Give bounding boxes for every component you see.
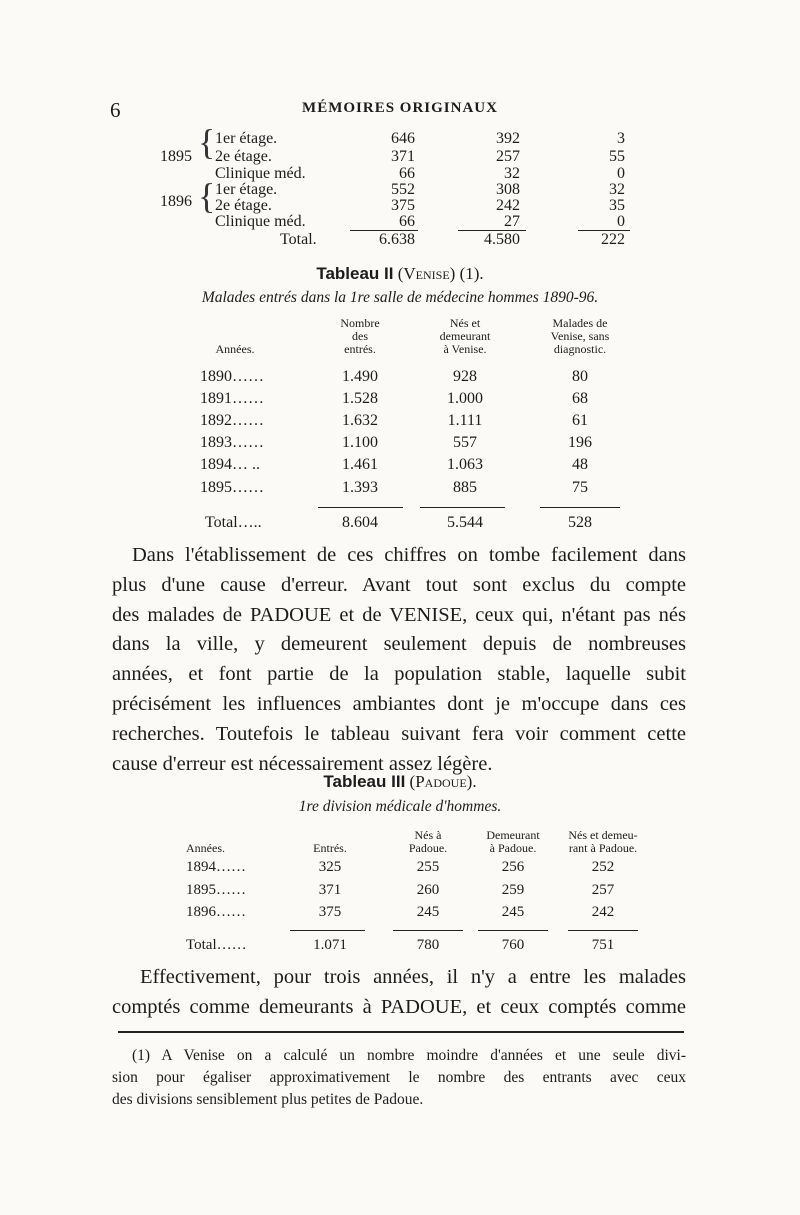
total-label: Total…… <box>186 937 247 953</box>
col-header <box>320 317 400 356</box>
brace-1896: { <box>198 176 216 216</box>
header-line: Padoue. <box>408 841 448 855</box>
row-year: 1896…… <box>186 904 246 920</box>
total-label: Total….. <box>205 514 262 531</box>
cell: 32 <box>504 165 520 182</box>
table-title-bold: Tableau III <box>323 772 406 791</box>
header-line: Nés et <box>449 316 481 330</box>
cell: 0 <box>617 165 625 182</box>
text-line: Dans l'établissement de ces chiffres on tombe facilement dans <box>132 544 686 566</box>
cell: 259 <box>501 882 525 898</box>
body-paragraph <box>112 963 686 1023</box>
cell: 242 <box>591 904 615 920</box>
cell: 257 <box>496 148 520 165</box>
cell: 885 <box>453 479 477 496</box>
cell: 35 <box>609 197 625 214</box>
text-line: sion pour égaliser approximativement le nombre des entrants avec ceux <box>112 1069 686 1086</box>
cell: 27 <box>504 213 520 230</box>
cell: 1.528 <box>342 390 378 407</box>
text-line: (1) A Venise on a calculé un nombre moindre d'années et une seule divi- <box>132 1047 686 1064</box>
row-year: 1894… .. <box>200 456 260 473</box>
text-line: plus d'une cause d'erreur. Avant tout sont exclus du compte <box>112 573 686 596</box>
header-line: des <box>352 329 368 343</box>
year-label: 1895 <box>160 148 192 165</box>
cell: 242 <box>496 197 520 214</box>
cell: 256 <box>501 859 525 875</box>
brace-1895: { <box>198 122 216 162</box>
footnote <box>112 1045 686 1111</box>
header-line: demeurant <box>439 329 491 343</box>
sum-rule <box>318 507 403 508</box>
col-header: Entrés. <box>313 841 347 855</box>
header-line: à Padoue. <box>489 841 537 855</box>
cell: 3 <box>617 130 625 147</box>
sum-rule <box>478 930 548 931</box>
table-title-bold: Tableau II <box>316 264 394 283</box>
header-line: Nombre <box>340 316 380 330</box>
text-line: des divisions sensiblement plus petites de Padoue. <box>112 1091 424 1108</box>
cell: 1.100 <box>342 434 378 451</box>
text-line: cause d'erreur est nécessairement assez légère. <box>112 752 493 775</box>
col-header-year: Années. <box>215 342 255 356</box>
sum-rule <box>568 930 638 931</box>
cell: 1.000 <box>447 390 483 407</box>
cell: 751 <box>591 937 615 953</box>
sum-rule <box>290 930 365 931</box>
cell: 257 <box>591 882 615 898</box>
cell: 928 <box>453 368 477 385</box>
text-line: Effectivement, pour trois années, il n'y a entre les malades <box>140 966 686 988</box>
header-line: entrés. <box>344 342 376 356</box>
cell: 325 <box>318 859 342 875</box>
row-year: 1890…… <box>200 368 264 385</box>
cell: 760 <box>501 937 525 953</box>
row-year: 1894…… <box>186 859 246 875</box>
header-line: Nés et demeu- <box>568 828 638 842</box>
cell: 1.461 <box>342 456 378 473</box>
row-year: 1895…… <box>200 479 264 496</box>
header-line: Venise, sans <box>550 329 610 343</box>
header-line: Demeurant <box>486 828 540 842</box>
col-header <box>390 829 466 855</box>
sum-rule <box>420 507 505 508</box>
text-line: recherches. Toutefois le tableau suivant fera voir comment cette <box>112 722 686 745</box>
row-label: 1er étage. <box>215 181 278 198</box>
table-title-city: (Venise) <box>397 264 456 283</box>
cell: 1.063 <box>447 456 483 473</box>
sum-rule <box>393 930 463 931</box>
running-head: MÉMOIRES ORIGINAUX <box>302 100 498 116</box>
page-number: 6 <box>110 98 121 122</box>
table-3-title <box>0 772 800 792</box>
cell: 375 <box>318 904 342 920</box>
cell: 375 <box>391 197 415 214</box>
cell: 392 <box>496 130 520 147</box>
table-2-title <box>0 264 800 284</box>
cell: 371 <box>391 148 415 165</box>
cell: 6.638 <box>379 231 415 248</box>
cell: 4.580 <box>484 231 520 248</box>
col-header <box>473 829 553 855</box>
cell: 66 <box>399 213 415 230</box>
year-label: 1896 <box>160 193 192 210</box>
body-paragraph <box>112 541 686 779</box>
cell: 780 <box>416 937 440 953</box>
cell: 552 <box>391 181 415 198</box>
text-line: comptés comme demeurants à PADOUE, et ceux comptés comme <box>112 995 686 1018</box>
cell: 255 <box>416 859 440 875</box>
cell: 61 <box>572 412 588 429</box>
cell: 75 <box>572 479 588 496</box>
text-line: précisément les influences ambiantes dont je m'occupe dans ces <box>112 692 686 715</box>
table-3-subtitle: 1re division médicale d'hommes. <box>298 798 502 815</box>
cell: 196 <box>568 434 592 451</box>
row-label: Clinique méd. <box>215 213 306 230</box>
cell: 1.490 <box>342 368 378 385</box>
text-line: dans la ville, y demeurent seulement depuis de nombreuses <box>112 633 686 656</box>
header-line: diagnostic. <box>553 342 607 356</box>
table-2-subtitle: Malades entrés dans la 1re salle de médecine hommes 1890-96. <box>201 289 599 306</box>
cell: 48 <box>572 456 588 473</box>
col-header <box>420 317 510 356</box>
footnote-rule <box>118 1031 684 1033</box>
cell: 308 <box>496 181 520 198</box>
cell: 66 <box>399 165 415 182</box>
header-line: à Venise. <box>443 342 487 356</box>
header-line: rant à Padoue. <box>568 841 638 855</box>
row-label: 2e étage. <box>215 197 272 214</box>
cell: 80 <box>572 368 588 385</box>
cell: 5.544 <box>447 514 483 531</box>
cell: 0 <box>617 213 625 230</box>
cell: 32 <box>609 181 625 198</box>
row-label: 1er étage. <box>215 130 278 147</box>
text-line: années, et font partie de la population stable, laquelle subit <box>112 663 686 686</box>
cell: 1.071 <box>313 937 347 953</box>
cell: 371 <box>318 882 342 898</box>
row-label: 2e étage. <box>215 148 272 165</box>
cell: 222 <box>601 231 625 248</box>
cell: 557 <box>453 434 477 451</box>
cell: 528 <box>568 514 592 531</box>
text-line: des malades de PADOUE et de VENISE, ceux qui, n'étant pas nés <box>112 603 686 626</box>
table-title-note: (1). <box>459 264 484 283</box>
col-header <box>535 317 625 356</box>
row-year: 1895…… <box>186 882 246 898</box>
cell: 245 <box>416 904 440 920</box>
total-label: Total. <box>280 231 317 248</box>
col-header-year: Années. <box>186 841 225 855</box>
cell: 245 <box>501 904 525 920</box>
row-label: Clinique méd. <box>215 165 306 182</box>
header-line: Malades de <box>552 316 608 330</box>
cell: 252 <box>591 859 615 875</box>
col-header <box>553 829 653 855</box>
row-year: 1891…… <box>200 390 264 407</box>
header-line: Nés à <box>414 828 442 842</box>
table-title-city: (Padoue). <box>409 772 477 791</box>
cell: 1.393 <box>342 479 378 496</box>
cell: 55 <box>609 148 625 165</box>
cell: 1.111 <box>447 412 483 429</box>
row-year: 1893…… <box>200 434 264 451</box>
cell: 646 <box>391 130 415 147</box>
sum-rule <box>540 507 620 508</box>
cell: 260 <box>416 882 440 898</box>
cell: 8.604 <box>342 514 378 531</box>
cell: 1.632 <box>342 412 378 429</box>
row-year: 1892…… <box>200 412 264 429</box>
cell: 68 <box>572 390 588 407</box>
